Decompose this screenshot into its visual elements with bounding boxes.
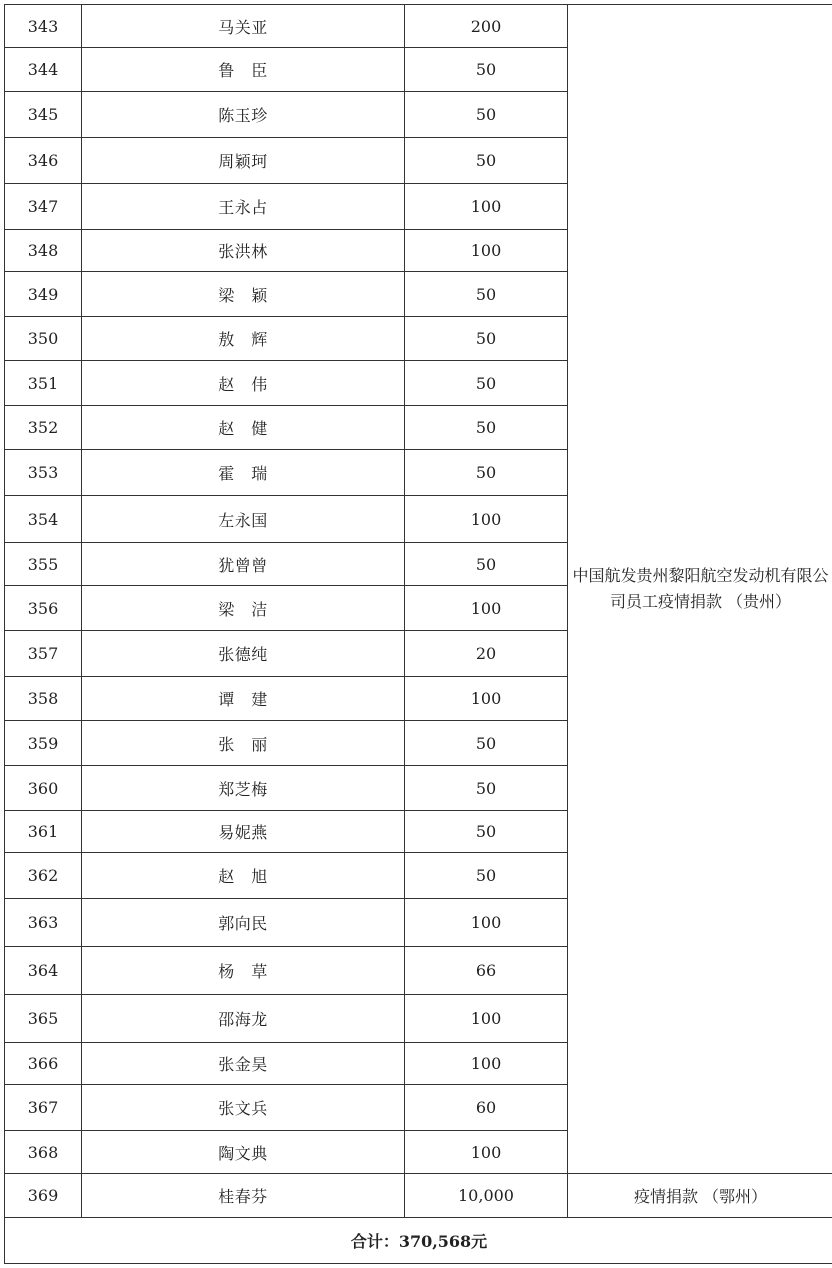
donor-name: 赵 伟 bbox=[82, 361, 405, 406]
donor-name: 张 丽 bbox=[82, 721, 405, 766]
donor-name: 陶文典 bbox=[82, 1131, 405, 1174]
table-row bbox=[5, 1174, 832, 1218]
donation-amount: 100 bbox=[405, 995, 568, 1043]
donor-name: 桂春芬 bbox=[82, 1174, 405, 1218]
row-number: 352 bbox=[5, 406, 82, 450]
donation-table-body bbox=[5, 5, 832, 1264]
donation-amount: 50 bbox=[405, 721, 568, 766]
donor-name: 陈玉珍 bbox=[82, 92, 405, 138]
donation-amount: 50 bbox=[405, 317, 568, 361]
row-number: 366 bbox=[5, 1043, 82, 1085]
donation-amount: 66 bbox=[405, 947, 568, 995]
donor-name: 邵海龙 bbox=[82, 995, 405, 1043]
donation-amount: 100 bbox=[405, 1043, 568, 1085]
donor-name: 张德纯 bbox=[82, 631, 405, 677]
donor-name: 郑芝梅 bbox=[82, 766, 405, 811]
donor-name: 谭 建 bbox=[82, 677, 405, 721]
donor-name: 敖 辉 bbox=[82, 317, 405, 361]
row-number: 367 bbox=[5, 1085, 82, 1131]
row-number: 356 bbox=[5, 586, 82, 631]
row-number: 364 bbox=[5, 947, 82, 995]
donor-name: 杨 草 bbox=[82, 947, 405, 995]
donation-amount: 50 bbox=[405, 48, 568, 92]
row-number: 359 bbox=[5, 721, 82, 766]
row-number: 358 bbox=[5, 677, 82, 721]
row-number: 355 bbox=[5, 543, 82, 586]
donor-name: 梁 洁 bbox=[82, 586, 405, 631]
donor-name: 犹曾曾 bbox=[82, 543, 405, 586]
row-number: 345 bbox=[5, 92, 82, 138]
donor-name: 张金昊 bbox=[82, 1043, 405, 1085]
donation-amount: 100 bbox=[405, 230, 568, 272]
donation-amount: 20 bbox=[405, 631, 568, 677]
row-number: 365 bbox=[5, 995, 82, 1043]
donation-amount: 50 bbox=[405, 811, 568, 853]
donation-amount: 50 bbox=[405, 406, 568, 450]
donor-name: 霍 瑞 bbox=[82, 450, 405, 496]
donation-amount: 60 bbox=[405, 1085, 568, 1131]
donor-name: 马关亚 bbox=[82, 5, 405, 48]
donor-name: 梁 颖 bbox=[82, 272, 405, 317]
donor-name: 易妮燕 bbox=[82, 811, 405, 853]
row-number: 362 bbox=[5, 853, 82, 899]
donor-name: 周颖珂 bbox=[82, 138, 405, 184]
donation-amount: 50 bbox=[405, 272, 568, 317]
donation-amount: 10,000 bbox=[405, 1174, 568, 1218]
donation-amount: 100 bbox=[405, 677, 568, 721]
donation-amount: 50 bbox=[405, 138, 568, 184]
donation-amount: 100 bbox=[405, 496, 568, 543]
donation-table bbox=[4, 4, 832, 1264]
row-number: 363 bbox=[5, 899, 82, 947]
donor-name: 郭向民 bbox=[82, 899, 405, 947]
donation-amount: 50 bbox=[405, 543, 568, 586]
row-number: 348 bbox=[5, 230, 82, 272]
row-number: 369 bbox=[5, 1174, 82, 1218]
row-remark: 疫情捐款 （鄂州） bbox=[568, 1174, 832, 1218]
donor-name: 张文兵 bbox=[82, 1085, 405, 1131]
donation-amount: 50 bbox=[405, 361, 568, 406]
total-row bbox=[5, 1218, 832, 1264]
donation-amount: 100 bbox=[405, 899, 568, 947]
total-amount: 合计：370,568元 bbox=[5, 1218, 832, 1264]
row-number: 349 bbox=[5, 272, 82, 317]
row-number: 343 bbox=[5, 5, 82, 48]
table-row bbox=[5, 5, 832, 48]
donor-name: 赵 健 bbox=[82, 406, 405, 450]
donor-name: 鲁 臣 bbox=[82, 48, 405, 92]
row-number: 347 bbox=[5, 184, 82, 230]
donor-name: 张洪林 bbox=[82, 230, 405, 272]
row-number: 361 bbox=[5, 811, 82, 853]
donation-amount: 50 bbox=[405, 853, 568, 899]
donation-amount: 50 bbox=[405, 766, 568, 811]
row-number: 344 bbox=[5, 48, 82, 92]
row-number: 353 bbox=[5, 450, 82, 496]
donor-name: 左永国 bbox=[82, 496, 405, 543]
row-number: 346 bbox=[5, 138, 82, 184]
row-number: 354 bbox=[5, 496, 82, 543]
donation-amount: 100 bbox=[405, 184, 568, 230]
donor-name: 赵 旭 bbox=[82, 853, 405, 899]
row-number: 368 bbox=[5, 1131, 82, 1174]
row-number: 357 bbox=[5, 631, 82, 677]
donation-amount: 100 bbox=[405, 586, 568, 631]
donation-amount: 50 bbox=[405, 450, 568, 496]
donation-amount: 200 bbox=[405, 5, 568, 48]
donor-name: 王永占 bbox=[82, 184, 405, 230]
row-number: 350 bbox=[5, 317, 82, 361]
donation-amount: 100 bbox=[405, 1131, 568, 1174]
donation-amount: 50 bbox=[405, 92, 568, 138]
row-number: 351 bbox=[5, 361, 82, 406]
group-remark: 中国航发贵州黎阳航空发动机有限公司员工疫情捐款 （贵州） bbox=[568, 5, 832, 1174]
row-number: 360 bbox=[5, 766, 82, 811]
